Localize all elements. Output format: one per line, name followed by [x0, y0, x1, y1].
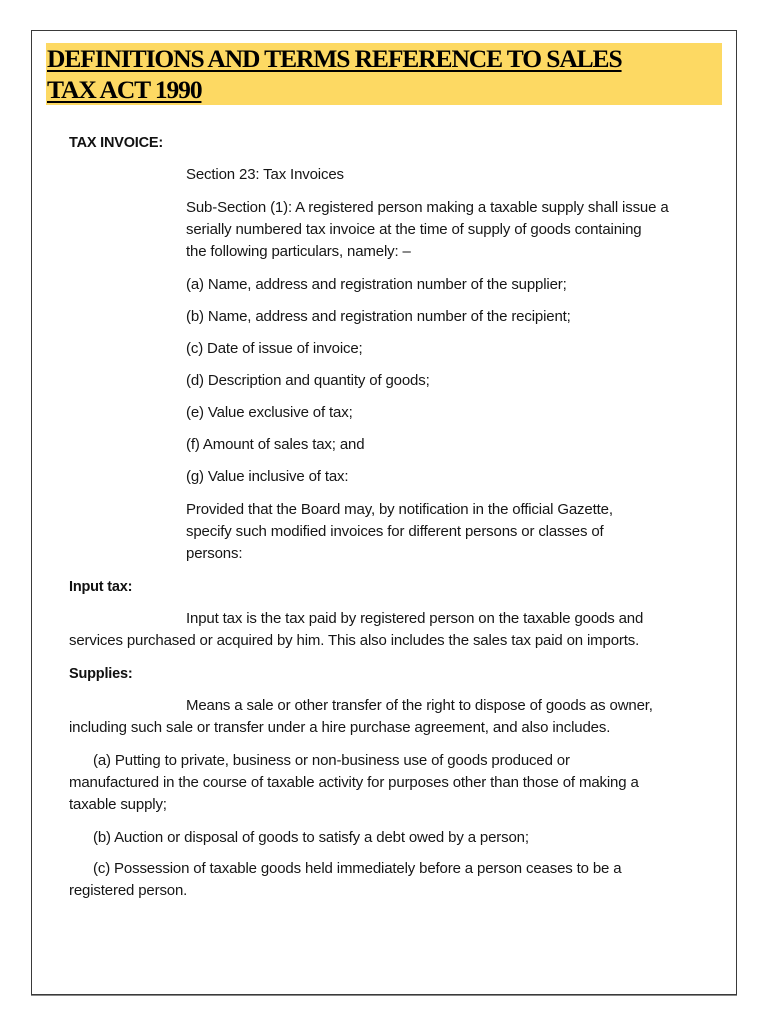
supplies-intro-line-1: Means a sale or other transfer of the right to dispose of goods as owner,	[186, 697, 653, 714]
proviso-line-2: specify such modified invoices for different persons or classes of	[186, 523, 604, 540]
input-tax-line-1: Input tax is the tax paid by registered person on the taxable goods and	[186, 610, 644, 627]
particular-g: (g) Value inclusive of tax:	[186, 468, 349, 485]
supplies-item-a-line-2: manufactured in the course of taxable activity for purposes other than those of making a	[69, 774, 639, 791]
proviso-line-3: persons:	[186, 545, 243, 562]
heading-tax-invoice: TAX INVOICE:	[69, 135, 164, 151]
particular-c: (c) Date of issue of invoice;	[186, 340, 363, 357]
proviso-line-1: Provided that the Board may, by notification in the official Gazette,	[186, 501, 613, 518]
document-title-line-2: TAX ACT 1990	[47, 75, 202, 104]
particular-f: (f) Amount of sales tax; and	[186, 436, 365, 453]
particular-d: (d) Description and quantity of goods;	[186, 372, 430, 389]
particular-a: (a) Name, address and registration number of the supplier;	[186, 276, 567, 293]
supplies-item-c-line-1: (c) Possession of taxable goods held immediately before a person ceases to be a	[93, 860, 622, 877]
supplies-intro-line-2: including such sale or transfer under a hire purchase agreement, and also includes.	[69, 719, 611, 736]
supplies-item-b-line-1: (b) Auction or disposal of goods to satisfy a debt owed by a person;	[93, 829, 529, 846]
document-title-line-1: DEFINITIONS AND TERMS REFERENCE TO SALES	[47, 44, 622, 73]
subsection-1-line-3: the following particulars, namely: –	[186, 243, 411, 260]
particular-e: (e) Value exclusive of tax;	[186, 404, 353, 421]
heading-supplies: Supplies:	[69, 666, 133, 682]
supplies-item-a-line-1: (a) Putting to private, business or non-business use of goods produced or	[93, 752, 570, 769]
subsection-1-line-1: Sub-Section (1): A registered person making a taxable supply shall issue a	[186, 199, 669, 216]
section-23-title: Section 23: Tax Invoices	[186, 166, 344, 183]
supplies-item-c-line-2: registered person.	[69, 882, 188, 899]
input-tax-line-2: services purchased or acquired by him. This also includes the sales tax paid on imports.	[69, 632, 640, 649]
subsection-1-line-2: serially numbered tax invoice at the time of supply of goods containing	[186, 221, 642, 238]
supplies-item-a-line-3: taxable supply;	[69, 796, 167, 813]
heading-input-tax: Input tax:	[69, 579, 133, 595]
particular-b: (b) Name, address and registration number of the recipient;	[186, 308, 571, 325]
